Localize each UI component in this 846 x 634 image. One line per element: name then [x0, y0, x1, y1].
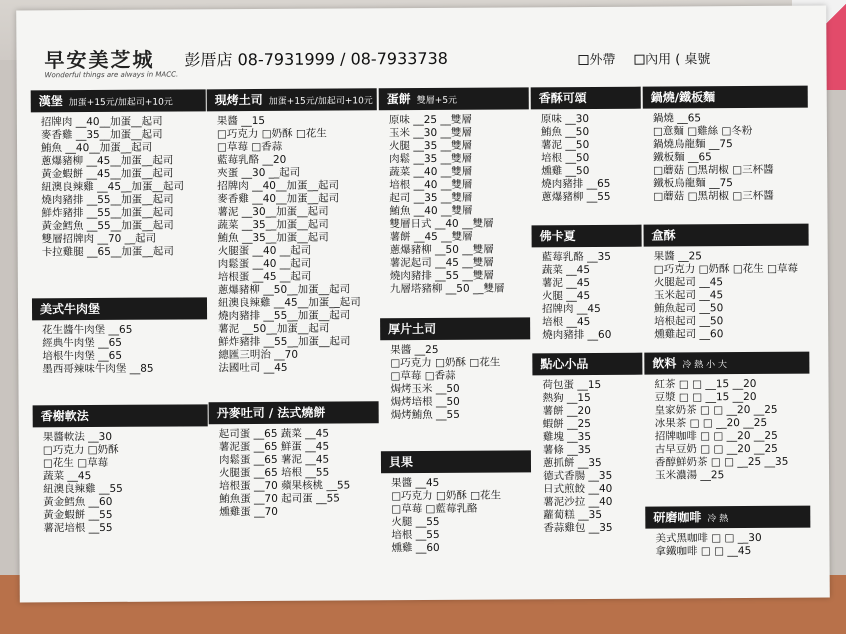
menu-sheet [16, 6, 830, 603]
menu-item[interactable]: 招牌肉 __40__加蛋__起司 [40, 115, 163, 129]
menu-item[interactable]: □巧克力 □奶酥 [42, 443, 119, 457]
section-title: 佛卡夏 [539, 229, 576, 244]
section-title: 飲料 [652, 356, 677, 371]
item-list [531, 109, 642, 205]
section-header [532, 353, 642, 376]
menu-item[interactable]: 墨西哥辣味牛肉堡 __85 [42, 362, 154, 376]
section-noodle [643, 86, 809, 204]
menu-item[interactable]: 培根蛋 __70 蘋果核桃 __55 [219, 479, 351, 493]
menu-item[interactable]: 鐵板烏龍麵 __75 [653, 177, 734, 190]
menu-item[interactable]: 玉米 __30 __雙層 [388, 126, 473, 140]
menu-item[interactable]: 鮪魚 __40__加蛋__起司 [41, 141, 153, 155]
logo-text: 早安美芝城 [44, 47, 155, 73]
menu-item[interactable]: 拿鐵咖啡 □ □ __45 [655, 544, 752, 558]
menu-item[interactable]: 焗烤鮪魚 __55 [390, 408, 460, 422]
menu-item[interactable]: 蔥抓餅 __35 [542, 456, 602, 470]
menu-item[interactable]: 蔬菜 __45 [43, 470, 92, 483]
menu-item[interactable]: 燻雞 __60 [391, 541, 440, 555]
menu-item[interactable]: 招牌肉 __45 [541, 302, 601, 316]
menu-item[interactable]: 鍋燒烏龍麵 __75 [652, 138, 733, 151]
menu-item[interactable]: 原味 __25 __雙層 [388, 113, 472, 127]
menu-item[interactable]: 燒肉豬排 __55 __雙層 [389, 269, 494, 283]
menu-item[interactable]: 玉米起司 __45 [653, 289, 724, 302]
menu-item[interactable]: 培根牛肉堡 __65 [42, 349, 123, 363]
menu-item[interactable]: 蔬菜 __35__加蛋__起司 [217, 218, 329, 232]
section-title: 點心小品 [540, 356, 589, 372]
section-header [381, 450, 531, 473]
section-title: 鍋燒/鐵板麵 [650, 90, 716, 105]
menu-item[interactable]: 培根 __40 __雙層 [389, 178, 473, 192]
menu-item[interactable]: 鍋燒 __65 [652, 112, 702, 125]
menu-item[interactable]: 薯泥 __50__加蛋__起司 [218, 322, 330, 336]
section-note: 加蛋+15元/加起司+10元 [268, 96, 373, 107]
menu-item[interactable]: 燒肉豬排 __55__加蛋__起司 [218, 309, 351, 323]
section-title: 蛋餅 [386, 92, 411, 107]
menu-item[interactable]: 荷包蛋 __15 [542, 378, 602, 392]
menu-item[interactable]: 總匯三明治 __70 [218, 348, 299, 362]
item-list [532, 247, 643, 343]
menu-item[interactable]: 紐澳良辣雞 __45__加蛋__起司 [217, 296, 361, 310]
section-thick-toast [380, 317, 531, 422]
item-list [645, 528, 810, 559]
menu-item[interactable]: 鮪魚起司 __50 [653, 302, 724, 315]
menu-item[interactable]: 起司蛋 __65 蔬菜 __45 [218, 427, 330, 441]
menu-item[interactable]: 藍莓乳酪 __20 [217, 153, 287, 167]
menu-item[interactable]: 火腿 __55 [391, 515, 440, 529]
menu-item[interactable]: 燻雞起司 __60 [654, 328, 724, 341]
section-header [33, 404, 208, 427]
menu-item[interactable]: 黃金鱈魚 __55__加蛋__起司 [41, 219, 174, 233]
section-header [645, 506, 810, 529]
menu-item[interactable]: 起司 __35 __雙層 [389, 191, 473, 205]
section-title: 現烤土司 [214, 92, 263, 108]
menu-item[interactable]: 肉鬆蛋 __65 薯泥 __45 [218, 453, 330, 467]
menu-item[interactable]: 焗烤玉米 __50 [390, 382, 460, 396]
menu-item[interactable]: 培根 __45 [542, 315, 591, 329]
menu-item[interactable]: 燒肉豬排 __65 [541, 177, 611, 191]
menu-item[interactable]: 麥香雞 __35__加蛋__起司 [40, 128, 163, 142]
menu-item[interactable]: 蘿蔔糕 __35 [543, 508, 603, 522]
item-list [207, 110, 379, 375]
section-title: 丹麥吐司 / 法式燒餅 [216, 405, 326, 421]
menu-item[interactable]: 豆漿 □ □ __15 __20 [654, 390, 757, 404]
menu-item[interactable]: 培根蛋 __45 __起司 [217, 270, 312, 284]
menu-item[interactable]: 薯餅 __20 [542, 404, 591, 418]
menu-item[interactable]: 薯泥 __30__加蛋__起司 [217, 205, 329, 219]
section-header [531, 87, 641, 110]
menu-item[interactable]: 鮪魚 __35__加蛋__起司 [217, 231, 329, 245]
menu-item[interactable]: 火腿 __35 __雙層 [388, 139, 473, 153]
menu-item[interactable]: □花生 □草莓 [42, 456, 109, 470]
menu-item[interactable]: 麥香雞 __40__加蛋__起司 [217, 192, 340, 206]
menu-item[interactable]: 花生醬牛肉堡 __65 [42, 323, 133, 337]
item-list [31, 111, 207, 259]
dinein-label: 內用 ( 桌號 [645, 52, 711, 68]
menu-item[interactable]: 果醬 __25 [653, 250, 702, 263]
menu-item[interactable]: 鮮炸豬排 __55__加蛋__起司 [41, 206, 174, 220]
section-header [379, 87, 529, 110]
menu-item[interactable]: 皇家奶茶 □ □ __20 __25 [654, 403, 778, 417]
menu-item[interactable]: 火腿 __45 [541, 289, 591, 303]
menu-item[interactable]: 香醇鮮奶茶 □ □ __25 __35 [654, 455, 789, 469]
item-list [644, 246, 810, 342]
item-list [644, 374, 810, 483]
menu-item[interactable]: 日式煎餃 __40 [543, 482, 613, 496]
menu-item[interactable]: □巧克力 □奶酥 □花生 [391, 489, 502, 503]
menu-item[interactable]: 薯泥蛋 __65 鮮蛋 __45 [218, 440, 330, 454]
menu-item[interactable]: 蝦餅 __25 [542, 417, 591, 431]
section-croissant [531, 87, 642, 205]
logo-tagline: Wonderful things are always in MACC. [44, 70, 179, 80]
menu-item[interactable]: 雞塊 __35 [542, 430, 592, 444]
section-header [31, 89, 206, 112]
section-egg-crepe [379, 87, 530, 296]
menu-item[interactable]: 熱狗 __15 [542, 391, 591, 405]
menu-item[interactable]: 經典牛肉堡 __65 [42, 336, 122, 350]
menu-item[interactable]: 鮪魚 __40 __雙層 [389, 204, 473, 218]
menu-item[interactable]: 美式黑咖啡 □ □ __30 [655, 531, 762, 545]
menu-item[interactable]: 夾蛋 __30 __起司 [217, 166, 301, 180]
section-title: 厚片土司 [388, 321, 437, 337]
menu-item[interactable]: 招牌肉 __40__加蛋__起司 [217, 179, 340, 193]
section-header [532, 225, 642, 248]
menu-item[interactable]: 薯泥起司 __45 __雙層 [389, 256, 494, 270]
menu-item[interactable]: 薯泥培根 __55 [43, 521, 113, 535]
menu-item[interactable]: 雙層日式 __40 __雙層 [389, 217, 494, 231]
menu-item[interactable]: 火腿蛋 __65 培根 __55 [218, 466, 330, 480]
section-title: 漢堡 [38, 94, 63, 109]
menu-item[interactable]: 雙層招牌肉 __70 __起司 [41, 232, 157, 246]
menu-item[interactable]: □巧克力 □奶酥 □花生 [390, 356, 501, 370]
menu-item[interactable]: 黃金蝦餅 __55 [43, 508, 113, 522]
menu-item[interactable]: □蘑菇 □黑胡椒 □三杯醬 [653, 163, 774, 177]
menu-item[interactable]: 鮮炸豬排 __55__加蛋__起司 [218, 335, 351, 349]
section-columns: 冷 熱 小 大 [682, 360, 728, 371]
menu-item[interactable]: □意麵 □雞絲 □冬粉 [652, 124, 753, 138]
section-title: 香酥可頌 [538, 90, 587, 106]
menu-item[interactable]: 紐澳良辣雞 __55 [43, 482, 123, 496]
item-list [381, 472, 531, 555]
menu-item[interactable]: 鮪魚蛋 __70 起司蛋 __55 [219, 492, 340, 506]
menu-item[interactable]: 燒肉豬排 __60 [542, 328, 612, 342]
menu-item[interactable]: 九層塔豬柳 __50 __雙層 [389, 282, 505, 296]
checkbox-icon[interactable] [634, 55, 644, 65]
menu-item[interactable]: 鮪魚 __50 [540, 125, 590, 139]
section-title: 美式牛肉堡 [39, 301, 101, 317]
menu-item[interactable]: 蔬菜 __45 [541, 263, 591, 277]
menu-item[interactable]: 果醬軟法 __30 [42, 430, 113, 444]
menu-item[interactable]: 培根起司 __50 [654, 315, 724, 328]
menu-item[interactable]: 冰果茶 □ □ __20 __25 [654, 416, 768, 430]
section-title: 盒酥 [651, 228, 676, 243]
menu-item[interactable]: 燻雞 __50 [541, 164, 590, 178]
takeout-label: 外帶 [589, 52, 616, 68]
section-danmai [209, 401, 380, 519]
item-list [380, 339, 530, 422]
menu-item[interactable]: □草莓 □藍莓乳酪 [391, 502, 478, 516]
menu-item[interactable]: 薯泥 __45 [541, 276, 591, 290]
menu-item[interactable]: □蘑菇 □黑胡椒 □三杯醬 [653, 189, 774, 203]
item-list [209, 423, 380, 519]
menu-item[interactable]: 火腿起司 __45 [653, 276, 724, 289]
order-type [576, 48, 710, 68]
item-list [379, 109, 530, 296]
menu-item[interactable]: 焗烤培根 __50 [390, 395, 460, 409]
menu-item[interactable]: 蔬菜 __40 __雙層 [389, 165, 473, 179]
menu-item[interactable]: 薯餅 __45 __雙層 [389, 230, 473, 244]
menu-item[interactable]: 蔥爆豬柳 __50 __雙層 [389, 243, 494, 257]
menu-item[interactable]: □草莓 □香蒜 [217, 140, 283, 154]
section-header [643, 86, 808, 109]
menu-item[interactable]: 黃金鱈魚 __60 [43, 495, 113, 509]
store-name: 彭厝店 08-7931999 / 08-7933738 [184, 48, 448, 70]
menu-item[interactable]: 蔥爆豬柳 __45__加蛋__起司 [41, 154, 174, 168]
menu-item[interactable]: 果醬 __15 [216, 114, 266, 128]
section-box-pastry [644, 224, 810, 342]
section-toast [207, 88, 379, 375]
checkbox-icon[interactable] [578, 55, 588, 65]
menu-item[interactable]: 蔥爆豬柳 __50__加蛋__起司 [217, 283, 351, 297]
section-title: 研磨咖啡 [653, 510, 702, 525]
section-hamburger [31, 89, 207, 259]
section-note: 雙層+5元 [416, 95, 458, 107]
menu-item[interactable]: 鐵板麵 __65 [653, 151, 712, 164]
menu-item[interactable]: 果醬 __45 [391, 476, 440, 490]
menu-item[interactable]: 燒肉豬排 __55__加蛋__起司 [41, 193, 174, 207]
menu-item[interactable]: 蔥爆豬柳 __55 [541, 190, 611, 204]
menu-item[interactable]: 招牌咖啡 □ □ __20 __25 [654, 429, 778, 443]
menu-item[interactable]: 培根 __55 [391, 528, 440, 542]
menu-item[interactable]: 果醬 __25 [390, 343, 439, 357]
section-note: 加蛋+15元/加起司+10元 [68, 97, 173, 109]
brand-logo [44, 43, 178, 79]
menu-item[interactable]: □巧克力 □奶酥 □花生 □草莓 [653, 262, 799, 276]
menu-item[interactable]: 薯泥沙拉 __40 [543, 495, 613, 509]
menu-item[interactable]: 肉鬆 __35 __雙層 [389, 152, 473, 166]
menu-item[interactable]: 德式香腸 __35 [543, 469, 613, 483]
section-header [380, 317, 530, 340]
menu-item[interactable]: 古早豆奶 □ □ __20 __25 [654, 442, 778, 456]
section-title: 貝果 [388, 455, 414, 470]
menu-item[interactable]: 薯泥 __50 [540, 138, 590, 152]
section-drinks [644, 352, 810, 483]
item-list [32, 319, 207, 376]
section-header [644, 352, 809, 375]
menu-item[interactable]: 法國吐司 __45 [218, 361, 288, 375]
menu-item[interactable]: 卡拉雞腿 __65__加蛋__起司 [41, 245, 174, 259]
item-list [643, 108, 809, 204]
menu-item[interactable]: 紐澳良辣雞 __45__加蛋__起司 [41, 180, 185, 194]
section-columns: 冷 熱 [707, 514, 729, 525]
section-snack [532, 353, 643, 536]
item-list [532, 375, 643, 536]
section-muffin [33, 404, 209, 535]
section-coffee [645, 506, 810, 559]
section-header [644, 224, 809, 247]
menu-item[interactable]: □草莓 □香蒜 [390, 369, 456, 383]
menu-item[interactable]: □巧克力 □奶酥 □花生 [216, 127, 327, 141]
menu-item[interactable]: 薯條 __35 [542, 443, 592, 457]
section-header [32, 297, 207, 320]
menu-item[interactable]: 原味 __30 [540, 112, 590, 126]
section-header [209, 401, 379, 424]
section-bagel [381, 450, 532, 555]
menu-item[interactable]: 培根 __50 [541, 151, 590, 165]
menu-item[interactable]: 香蒜雞包 __35 [543, 521, 613, 535]
menu-item[interactable]: 肉鬆蛋 __40 __起司 [217, 257, 312, 271]
section-us-beef [32, 297, 207, 376]
menu-item[interactable]: 黃金蝦餅 __45__加蛋__起司 [41, 167, 174, 181]
section-title: 香榭軟法 [40, 409, 89, 424]
menu-item[interactable]: 藍莓乳酪 __35 [541, 250, 611, 264]
menu-item[interactable]: 玉米濃湯 __25 [655, 469, 725, 482]
item-list [33, 426, 209, 535]
menu-item[interactable]: 火腿蛋 __40 __起司 [217, 244, 312, 258]
section-header [207, 88, 377, 111]
section-focaccia [532, 225, 643, 343]
menu-item[interactable]: 紅茶 □ □ __15 __20 [654, 377, 757, 391]
menu-item[interactable]: 燻雞蛋 __70 [219, 505, 279, 519]
